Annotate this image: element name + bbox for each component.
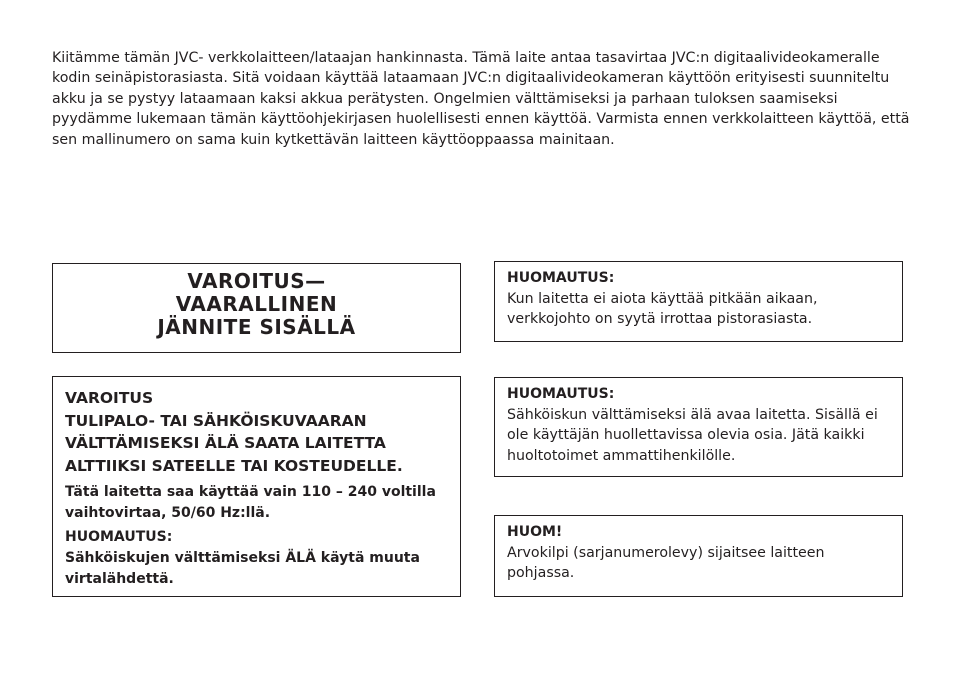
warning-title: VAROITUS <box>65 389 154 407</box>
note-unplug-box <box>494 261 903 342</box>
warning-line-3: ALTTIIKSI SATEELLE TAI KOSTEUDELLE. <box>65 456 403 475</box>
warning-line-1: TULIPALO- TAI SÄHKÖISKUVAARAN <box>65 411 367 430</box>
note-text: Kun laitetta ei aiota käyttää pitkään aikaan, verkkojohto on syytä irrottaa pistorasiasta. <box>507 290 818 327</box>
danger-line-1: VAROITUS— <box>187 269 326 293</box>
danger-line-3: JÄNNITE SISÄLLÄ <box>157 315 356 339</box>
fire-shock-warning-box <box>52 376 461 597</box>
note-text: Arvokilpi (sarjanumerolevy) sijaitsee laitteen pohjassa. <box>507 544 825 581</box>
note-title: HUOM! <box>507 524 563 540</box>
danger-warning-box <box>52 263 461 353</box>
note-do-not-open-box <box>494 377 903 477</box>
note-rating-plate-box <box>494 515 903 597</box>
danger-line-2: VAARALLINEN <box>175 292 338 316</box>
warning-line-2: VÄLTTÄMISEKSI ÄLÄ SAATA LAITETTA <box>65 434 386 452</box>
intro-paragraph: Kiitämme tämän JVC- verkkolaitteen/lataajan hankinnasta. Tämä laite antaa tasavirtaa JVC:n digitaalivideokameralle kodin seinäpistorasiasta. Sitä voidaan käyttää lataamaan JVC:n digitaalivideokameran käyttöön erityisesti suunniteltu akku ja se pystyy lataamaan kaksi akkua perätysten. Ongelmien välttämiseksi ja parhaan tuloksen saamiseksi pyydämme lukemaan tämän käyttöohjekirjasen huolellisesti ennen käyttöä. Varmista ennen verkkolaitteen käyttöä, että sen mallinumero on sama kuin kytkettävän laitteen käyttöoppaassa mainitaan. <box>52 50 910 148</box>
warning-note-text: Sähköiskujen välttämiseksi ÄLÄ käytä muuta virtalähdettä. <box>65 550 420 587</box>
warning-note-title: HUOMAUTUS: <box>65 529 173 545</box>
note-title: HUOMAUTUS: <box>507 270 615 286</box>
note-title: HUOMAUTUS: <box>507 386 615 402</box>
note-text: Sähköiskun välttämiseksi älä avaa laitetta. Sisällä ei ole käyttäjän huollettavissa olevia osia. Jätä kaikki huoltotoimet ammattihenkilölle. <box>507 406 878 464</box>
voltage-requirement: Tätä laitetta saa käyttää vain 110 – 240 voltilla vaihtovirtaa, 50/60 Hz:llä. <box>65 484 436 521</box>
